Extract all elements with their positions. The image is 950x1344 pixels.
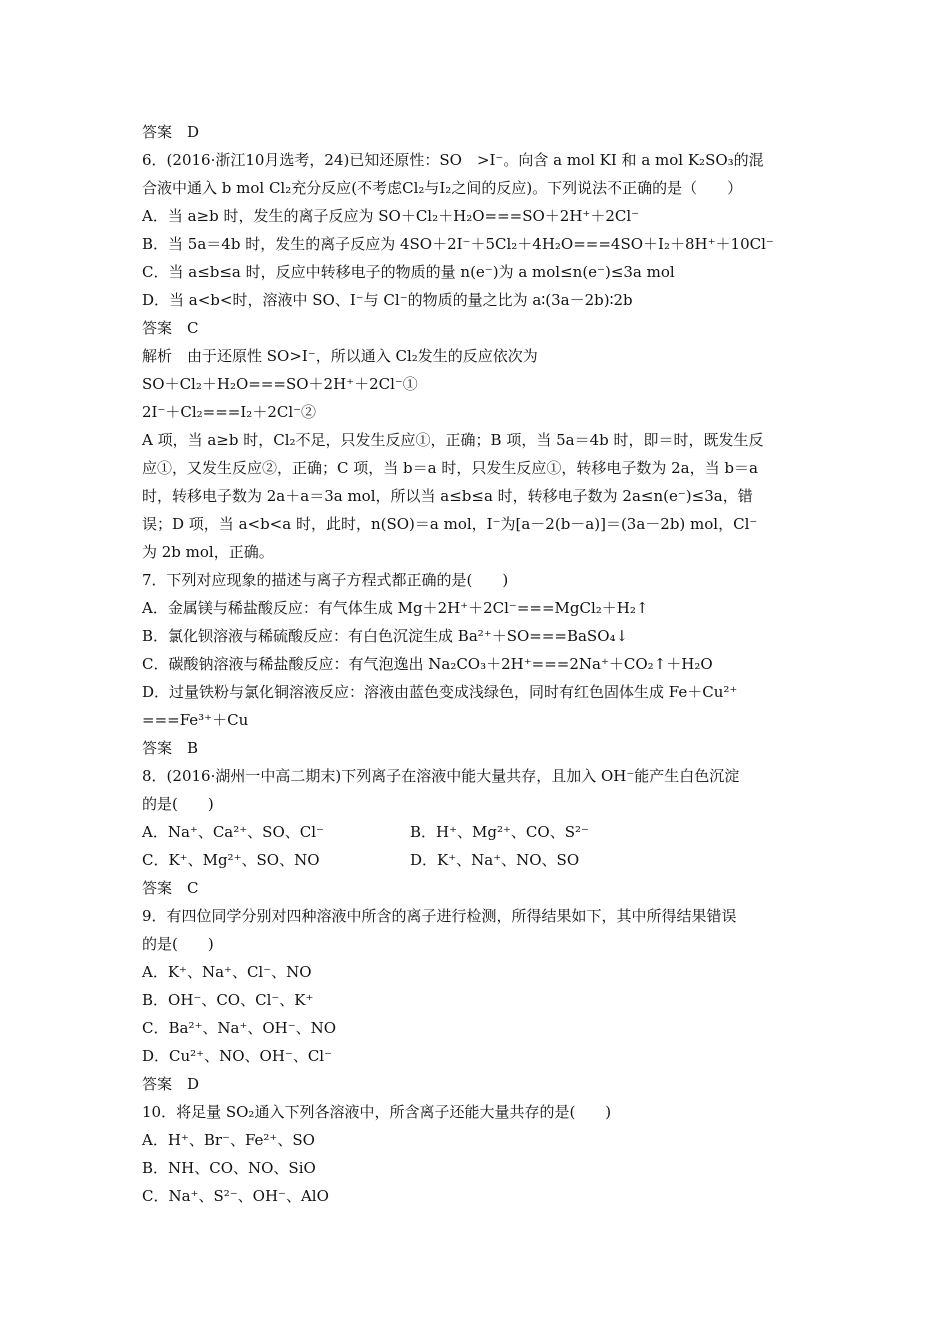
text-line: ===Fe³⁺＋Cu	[142, 711, 249, 729]
text-line: C．碳酸钠溶液与稀盐酸反应：有气泡逸出 Na₂CO₃＋2H⁺===2Na⁺＋CO₂↑＋H₂O	[142, 655, 713, 673]
text-line: 2I⁻＋Cl₂===I₂＋2Cl⁻②	[142, 403, 317, 421]
text-line: A．K⁺、Na⁺、Cl⁻、NO	[142, 963, 312, 981]
text-line: A．Na⁺、Ca²⁺、SO、Cl⁻	[142, 823, 324, 841]
text-line: A 项，当 a≥b 时，Cl₂不足，只发生反应①，正确；B 项，当 5a＝4b 时，即＝时，既发生反	[142, 431, 764, 449]
text-line: C．K⁺、Mg²⁺、SO、NO	[142, 851, 320, 869]
text-line: 的是( )	[142, 935, 214, 953]
text-line: 误；D 项，当 a<b<a 时，此时，n(SO)＝a mol，I⁻为[a－2(b－a)]＝(3a－2b) mol，Cl⁻	[142, 515, 758, 533]
text-line: A．金属镁与稀盐酸反应：有气体生成 Mg＋2H⁺＋2Cl⁻===MgCl₂＋H₂↑	[142, 599, 649, 617]
text-line: 时，转移电子数为 2a＋a＝3a mol，所以当 a≤b≤a 时，转移电子数为 2a≤n(e⁻)≤3a，错	[142, 487, 753, 505]
text-line: D．过量铁粉与氯化铜溶液反应：溶液由蓝色变成浅绿色，同时有红色固体生成 Fe＋Cu²⁺	[142, 683, 738, 701]
text-line: 合液中通入 b mol Cl₂充分反应(不考虑Cl₂与I₂之间的反应)。下列说法不正确的是（ ）	[142, 179, 743, 197]
text-line: SO＋Cl₂＋H₂O===SO＋2H⁺＋2Cl⁻①	[142, 375, 418, 393]
text-line: B．氯化钡溶液与稀硫酸反应：有白色沉淀生成 Ba²⁺＋SO===BaSO₄↓	[142, 627, 629, 645]
text-line: 答案 C	[142, 319, 199, 337]
option-right-column: B．H⁺、Mg²⁺、CO、S²⁻	[410, 823, 589, 841]
text-line: 解析 由于还原性 SO>I⁻，所以通入 Cl₂发生的反应依次为	[142, 347, 538, 365]
text-line: 8．(2016·湖州一中高二期末)下列离子在溶液中能大量共存，且加入 OH⁻能产生白色沉淀	[142, 767, 740, 785]
option-right-column: D．K⁺、Na⁺、NO、SO	[410, 851, 580, 869]
text-line: 6．(2016·浙江10月选考，24)已知还原性：SO >I⁻。向含 a mol KI 和 a mol K₂SO₃的混	[142, 151, 764, 169]
text-line: 7．下列对应现象的描述与离子方程式都正确的是( )	[142, 571, 509, 589]
text-line: B．当 5a＝4b 时，发生的离子反应为 4SO＋2I⁻＋5Cl₂＋4H₂O===4SO＋I₂＋8H⁺＋10Cl⁻	[142, 235, 774, 253]
text-line: C．当 a≤b≤a 时，反应中转移电子的物质的量 n(e⁻)为 a mol≤n(e⁻)≤3a mol	[142, 263, 675, 281]
text-line: 为 2b mol，正确。	[142, 543, 274, 561]
text-line: D．Cu²⁺、NO、OH⁻、Cl⁻	[142, 1047, 333, 1065]
text-line: 的是( )	[142, 795, 214, 813]
text-line: 10．将足量 SO₂通入下列各溶液中，所含离子还能大量共存的是( )	[142, 1103, 612, 1121]
text-line: D．当 a<b<时，溶液中 SO、I⁻与 Cl⁻的物质的量之比为 a∶(3a－2b)∶2b	[142, 291, 633, 309]
text-line: 9．有四位同学分别对四种溶液中所含的离子进行检测，所得结果如下，其中所得结果错误	[142, 907, 737, 925]
text-line: 答案 D	[142, 1075, 200, 1093]
text-line: A．当 a≥b 时，发生的离子反应为 SO＋Cl₂＋H₂O===SO＋2H⁺＋2Cl⁻	[142, 207, 640, 225]
text-line: B．NH、CO、NO、SiO	[142, 1159, 316, 1177]
text-line: C．Ba²⁺、Na⁺、OH⁻、NO	[142, 1019, 337, 1037]
text-line: A．H⁺、Br⁻、Fe²⁺、SO	[142, 1131, 315, 1149]
text-line: 答案 D	[142, 123, 200, 141]
text-line: B．OH⁻、CO、Cl⁻、K⁺	[142, 991, 314, 1009]
text-line: 答案 B	[142, 739, 199, 757]
text-line: 答案 C	[142, 879, 199, 897]
text-line: 应①，又发生反应②，正确；C 项，当 b＝a 时，只发生反应①，转移电子数为 2a，当 b＝a	[142, 459, 758, 477]
text-line: C．Na⁺、S²⁻、OH⁻、AlO	[142, 1187, 329, 1205]
